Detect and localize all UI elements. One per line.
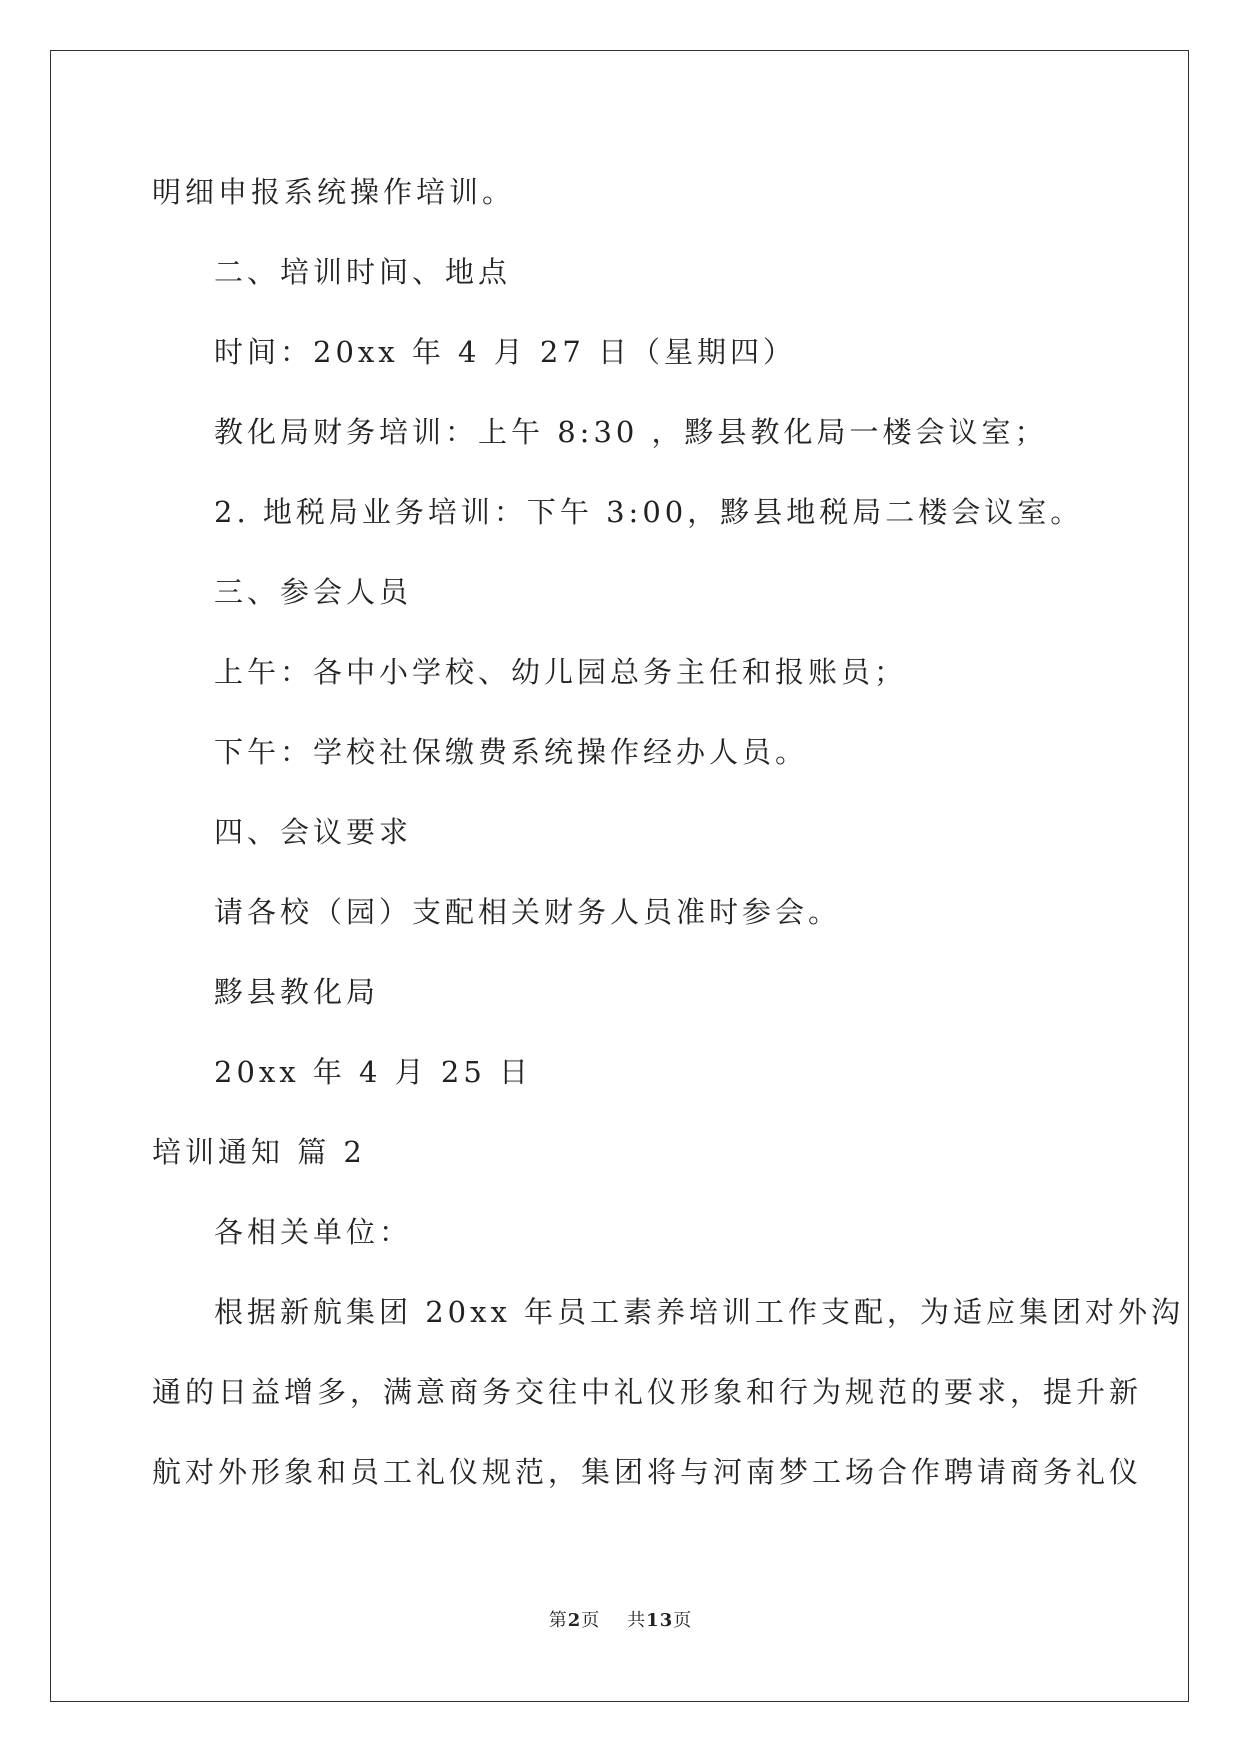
section-heading-attendees: 三、参会人员 xyxy=(214,575,413,609)
footer-total-pages: 13 xyxy=(646,1610,674,1631)
section-heading-requirements: 四、会议要求 xyxy=(214,815,413,849)
paragraph-line-1: 根据新航集团 20xx 年员工素养培训工作支配，为适应集团对外沟 xyxy=(214,1295,1185,1329)
footer-page-number: 2 xyxy=(567,1610,582,1631)
text-line-date: 时间：20xx 年 4 月 27 日（星期四） xyxy=(214,335,797,369)
salutation: 各相关单位： xyxy=(214,1215,413,1249)
footer-prefix: 第 xyxy=(548,1610,568,1631)
paragraph-line-3: 航对外形象和员工礼仪规范，集团将与河南梦工场合作聘请商务礼仪 xyxy=(152,1455,1143,1489)
signature-org: 黟县教化局 xyxy=(214,975,380,1009)
article-title: 培训通知 篇 2 xyxy=(152,1135,366,1169)
text-line-finance-training: 教化局财务培训：上午 8:30 ，黟县教化局一楼会议室； xyxy=(214,415,1048,449)
paragraph-line-2: 通的日益增多，满意商务交往中礼仪形象和行为规范的要求，提升新 xyxy=(152,1375,1143,1409)
text-line-morning: 上午：各中小学校、幼儿园总务主任和报账员； xyxy=(214,655,908,689)
page-footer xyxy=(0,1610,1241,1632)
text-line-continuation: 明细申报系统操作培训。 xyxy=(152,175,516,209)
text-line-tax-training: 2. 地税局业务培训：下午 3:00，黟县地税局二楼会议室。 xyxy=(214,495,1084,529)
text-line-afternoon: 下午：学校社保缴费系统操作经办人员。 xyxy=(214,735,809,769)
signature-date: 20xx 年 4 月 25 日 xyxy=(214,1055,533,1089)
section-heading-time-place: 二、培训时间、地点 xyxy=(214,255,512,289)
footer-suffix: 页 xyxy=(673,1610,693,1631)
footer-mid: 页 共 xyxy=(581,1610,647,1631)
text-line-requirement: 请各校（园）支配相关财务人员准时参会。 xyxy=(214,895,842,929)
